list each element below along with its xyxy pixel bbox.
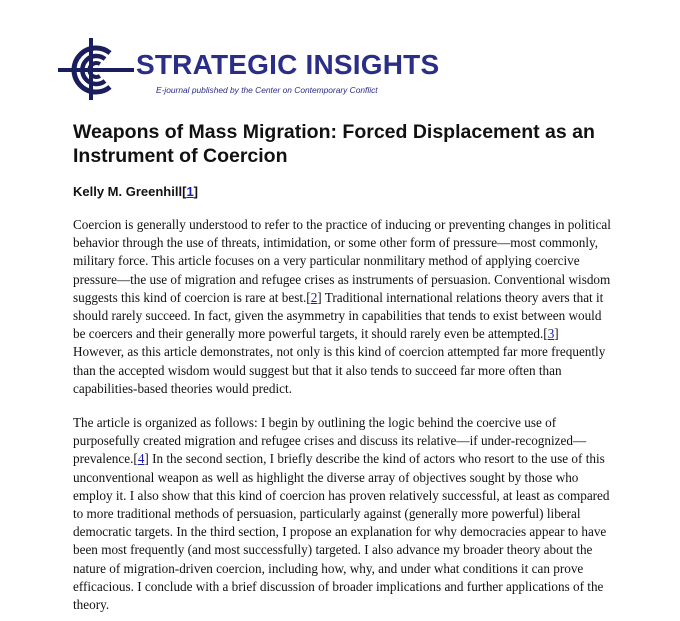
footnote-link[interactable]: 1 [186,184,194,199]
author-name: Kelly M. Greenhill [73,184,183,199]
footnote-link[interactable]: 3 [547,326,555,342]
crosshair-circle-logo-icon [58,38,134,100]
brand-name: STRATEGIC INSIGHTS [136,49,440,80]
article-title: Weapons of Mass Migration: Forced Displacement as an Instrument of Coercion [73,121,595,167]
brand-tagline: E-journal published by the Center on Contemporary Conflict [156,85,378,95]
body-paragraph: The article is organized as follows: I begin by outlining the logic behind the coercive use of purposefully created migration and refugee crises and discuss its relative—if under-recognized—prevalence.[4] In the second section, I briefly describe the kind of actors who resort to the use of this unconventional weapon as well as highlight the diverse array of objectives sought by those who employ it. I also show that this kind of coercion has proven relatively successful, at least as compared to more traditional methods of persuasion, particularly against (generally more powerful) liberal democratic targets. In the third section, I propose an explanation for why democracies appear to have been most frequently (and most successfully) targeted. I also advance my broader theory about the nature of migration-driven coercion, including how, why, and under what conditions it can prove efficacious. I conclude with a brief discussion of broader implications and further applications of the theory. [73,415,610,613]
footnote-link[interactable]: 2 [310,289,318,305]
paragraph-text: However, as this article demonstrates, not only is this kind of coercion attempted far more frequently than the accepted wisdom would suggest but that it also tends to succeed far more often than capabilities-based theories would predict. [73,344,606,396]
footnote-link[interactable]: 4 [137,451,145,467]
paragraph-text: Traditional international relations theory avers that it should rarely succeed. In fact, given the asymmetry in capabilities that tends to exist between would be coercers and their generally more powerful targets, it should rarely even be attempted. [73,289,604,342]
paragraph-text: The article is organized as follows: I begin by outlining the logic behind the coercive use of purposefully created migration and refugee crises and discuss its relative—if under-recognized—prevalence. [73,415,587,467]
body-paragraph: Coercion is generally understood to refer to the practice of inducing or preventing changes in political behavior through the use of threats, intimidation, or some other form of pressure—most commonly, military force. This article focuses on a very particular nonmilitary method of applying coercive pressure—the use of migration and refugee crises as instruments of persuasion. Conventional wisdom suggests this kind of coercion is rare at best.[2] Traditional international relations theory avers that it should rarely succeed. In fact, given the asymmetry in capabilities that tends to exist between would be coercers and their generally more powerful targets, it should rarely even be attempted.[3] However, as this article demonstrates, not only is this kind of coercion attempted far more frequently than the accepted wisdom would suggest but that it also tends to succeed far more often than capabilities-based theories would predict. [73,217,611,396]
article-author: Kelly M. Greenhill[1] [73,184,199,199]
paragraph-text: Coercion is generally understood to refer to the practice of inducing or preventing changes in political behavior through the use of threats, intimidation, or some other form of pressure—most commonly, military force. This article focuses on a very particular nonmilitary method of applying coercive pressure—the use of migration and refugee crises as instruments of persuasion. Conventional wisdom suggests this kind of coercion is rare at best. [73,217,611,305]
paragraph-text: In the second section, I briefly describe the kind of actors who resort to the use of this unconventional weapon as well as highlight the diverse array of objectives sought by those who employ it. I also show that this kind of coercion has proven relatively successful, at least as compared to more traditional methods of persuasion, particularly against (generally more powerful) liberal democratic targets. In the third section, I propose an explanation for why democracies appear to have been most frequently (and most successfully) targeted. I also advance my broader theory about the nature of migration-driven coercion, including how, why, and under what conditions it can prove efficacious. I conclude with a brief discussion of broader implications and further applications of the theory. [73,451,610,613]
